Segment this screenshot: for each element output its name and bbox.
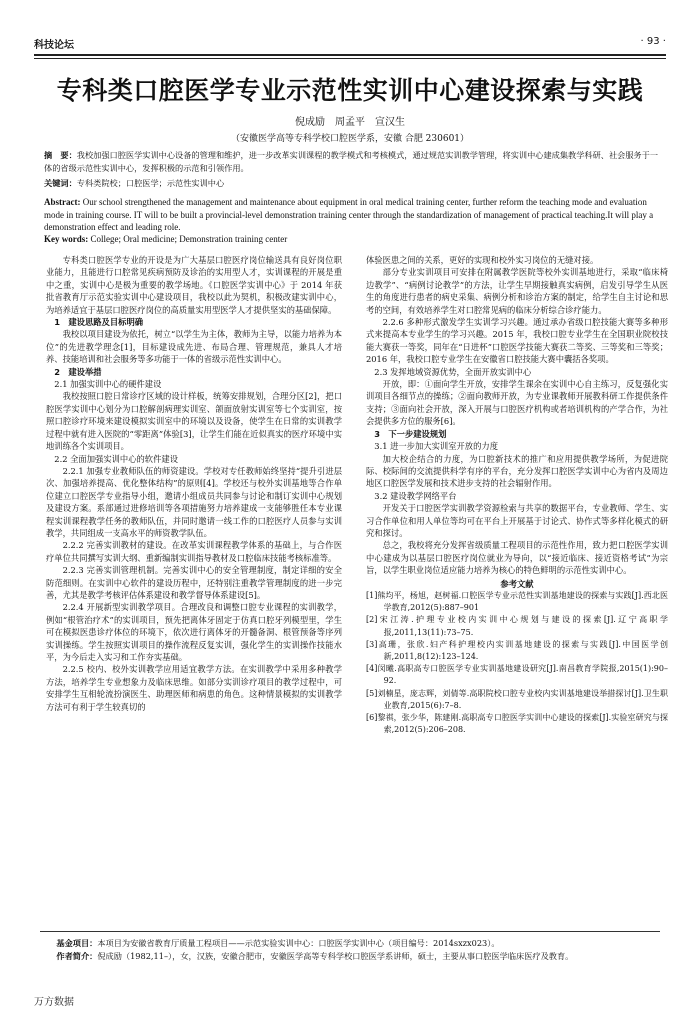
paragraph: 专科类口腔医学专业的开设是为广大基层口腔医疗岗位输送具有良好岗位职业能力，且能进行口腔常见疾病预防及诊治的实用型人才，实训课程的开展是重中之重，实训中心是极为重要的教学场地。《口腔医学实训中心》于 2014 年获批省教育厅示范实验实训中心建设项目，我校以此为契机，积极改建实训中心，为培养适宜于基层口腔医疗岗位的高质量实用型医学人才提供坚实的基础保障。 — [46, 255, 342, 315]
header-rule-thin — [34, 58, 666, 59]
paragraph: 2.2.1 加强专业教师队伍的师资建设。学校对专任教师始终坚持“提升引进层次、加强培养提高、优化整体结构”的原则[4]。学校还与校外实训基地等合作单位建立口腔医学专业指导小组，邀请小组成员共同参与讨论和制订实训中心规划及建设方案。系部通过进修培训等各项措施努力培养建成一支能够胜任本专业课程实训课程教学任务的教师队伍，并同时邀请一线工作的口腔医疗人员参与实训教学，共同组成一支高水平的师资教学队伍。 — [46, 465, 342, 538]
author-bio-text: 倪成励（1982,11–），女，汉族，安徽合肥市，安徽医学高等专科学校口腔医学系讲师，硕士，主要从事口腔医学临床医疗及教育。 — [97, 951, 574, 961]
keywords-zh-label: 关键词： — [44, 178, 77, 188]
subsection-heading: 3.2 建设教学网络平台 — [374, 490, 457, 501]
abstract-zh-label: 摘 要： — [44, 150, 77, 160]
footnote-rule — [40, 931, 660, 932]
abstract-zh — [44, 149, 664, 174]
reference-item: [4]闵曦.高职高专口腔医学专业实训基地建设研究[J].南昌教育学院报,2015(1):90–92. — [366, 664, 668, 686]
paragraph: 加大校企结合的力度，为口腔新技术的推广和应用提供教学场所，为促进院际、校际间的交流提供科学有序的平台，充分发挥口腔医学实训中心为省内及周边地区口腔医学发展和技术进步支持的社会辐射作用。 — [366, 453, 668, 489]
fund-label: 基金项目： — [56, 938, 98, 948]
abstract-en-text: Our school strengthened the management and maintenance about equipment in oral medical training center, further reform the teaching mode and evaluation mode in training course. IT will to be built a provincial-level demonstration training center through the standardization of management of practical teaching.It will play a demonstration effect and leading role. — [44, 197, 654, 232]
abstract-en — [44, 196, 664, 234]
section-heading: 2 建设举措 — [54, 366, 102, 377]
section-heading: 3 下一步建设规划 — [374, 428, 447, 439]
keywords-en-text: College; Oral medicine; Demonstration training center — [88, 234, 288, 244]
body-column-left — [46, 254, 342, 713]
keywords-zh — [44, 177, 664, 190]
section-name: 科技论坛 — [34, 40, 74, 51]
subsection-heading: 3.1 进一步加大实训室开放的力度 — [374, 441, 498, 452]
paragraph: 2.2.2 完善实训教材的建设。在改革实训课程教学体系的基础上，与合作医疗单位共同撰写实训大纲、重新编制实训指导教材及口腔临床技能考核标准等。 — [46, 540, 342, 563]
header-rule — [34, 54, 666, 56]
reference-item: [6]黎祺，张少华，陈建刚.高职高专口腔医学实训中心建设的探索[J].实验室研究与探索,2012(5):206–208. — [366, 713, 668, 735]
author-bio — [40, 950, 664, 963]
paragraph: 2.2.5 校内、校外实训教学应用适宜教学方法。在实训教学中采用多种教学方法，培养学生专业想象力及临床思维。如部分实训诊疗项目的教学过程中，可安排学生互相轮流扮演医生、助理医师和病患的角色。这种情景模拟的实训教学方法可有利于学生较真切的 — [46, 664, 342, 712]
keywords-en-label: Key words: — [44, 234, 89, 244]
author-bio-label: 作者简介： — [56, 951, 98, 961]
references-heading: 参考文献 — [500, 578, 534, 589]
paragraph: 2.2.4 开展新型实训教学项目。合理改良和调整口腔专业课程的实训教学，例如“根管治疗术”的实训项目，预先把离体牙固定于仿真口腔牙列模型里，学生可在模拟医患诊疗体位的环境下，依次进行离体牙的开髓备洞、根管预备等序列实训操练。学生按照实训项目的操作流程反复实训，强化学生的实训操作技能水平，为今后走入实习和工作夯实基础。 — [46, 602, 342, 662]
keywords-zh-text: 专科类院校；口腔医学；示范性实训中心 — [76, 178, 225, 188]
reference-item: [5]刘楠星，庞志辉，刘倩等.高职院校口腔专业校内实训基地建设举措探讨[J].卫生职业教育,2015(6):7–8. — [366, 688, 668, 710]
footer-brand: 万方数据 — [34, 997, 74, 1008]
abstract-en-label: Abstract: — [44, 197, 81, 207]
footnote — [40, 937, 664, 963]
paragraph: 2.2.6 多种形式激发学生实训学习兴趣。通过承办省级口腔技能大赛等多种形式来提高本专业学生的学习兴趣。2015 年，我校口腔专业学生在全国职业院校技能大赛获一等奖，同年在“日进杯”口腔医学技能大赛获二等奖、三等奖和三等奖；2016 年，我校口腔专业学生在安徽省口腔技能大赛中囊括各奖项。 — [366, 317, 668, 365]
section-heading: 1 建设思路及目标明确 — [54, 317, 144, 328]
reference-item: [3]高珊，张欣.妇产科护理校内实训基地建设的探索与实践[J].中国医学创新,2011,8(12):123–124. — [366, 639, 668, 661]
paragraph: 2.2.3 完善实训管理机制。完善实训中心的安全管理制度，制定详细的安全防范细则。在实训中心软件的建设历程中，还特别注重教学管理制度的进一步完善，尤其是教学考核评估体系建设和教学督导体系建设[5]。 — [46, 565, 342, 600]
article-title: 专科类口腔医学专业示范性实训中心建设探索与实践 — [56, 76, 644, 105]
keywords-en — [44, 233, 664, 246]
body-column-right — [366, 254, 668, 736]
paragraph: 开放，即：①面向学生开放，安排学生课余在实训中心自主练习，反复强化实训项目各细节点的操练；②面向教师开放，为专业课教师开展教科研工作提供条件支持；③面向社会开放，深入开展与口腔医疗机构或者培训机构的产学合作，为社会提供多方位的服务[6]。 — [366, 379, 668, 427]
subsection-heading: 2.3 发挥地域资源优势，全面开放实训中心 — [374, 366, 532, 377]
paragraph: 体验医患之间的关系，更好的实现和校外实习岗位的无缝对接。 — [366, 255, 599, 265]
author-list: 倪成励 周孟平 宣汉生 — [295, 117, 405, 128]
paragraph: 我校以项目建设为依托，树立“以学生为主体，教师为主导，以能力培养为本位”的先进教学理念[1]，目标建设成先进、布局合理、管理规范，兼具人才培养、技能培训和社会服务等多功能于一体的省级示范性实训中心。 — [46, 329, 342, 365]
fund-note — [40, 937, 664, 950]
paragraph: 开发关于口腔医学实训教学资源检索与共享的数据平台，专业教师、学生、实习合作单位和用人单位等均可在平台上开展基于讨论式、协作式等多样化模式的研究和探讨。 — [366, 503, 668, 538]
paragraph: 我校按照口腔日常诊疗区域的设计样板，统筹安排规划，合理分区[2]，把口腔医学实训中心划分为口腔解剖病理实训室、颌面放射实训室等七个实训室，按照口腔诊疗环境来建设模拟实训室中的环境以及设备，使学生在日常的实训教学过程中就有进入医院的“零距离”体验[3]，让学生们能在近似真实的医疗环境中实地训练各个实训项目。 — [46, 391, 342, 452]
fund-text: 本项目为安徽省教育厅质量工程项目——示范实验实训中心：口腔医学实训中心（项目编号：2014sxzx023）。 — [97, 938, 500, 948]
paragraph: 总之，我校将充分发挥省级质量工程项目的示范性作用，致力把口腔医学实训中心建成为以基层口腔医疗岗位就业为导向，以“接近临床、接近资格考试”为宗旨，以学生职业岗位适应能力培养为核心的特色鲜明的示范性实训中心。 — [366, 540, 668, 576]
subsection-heading: 2.2 全面加强实训中心的软件建设 — [54, 453, 178, 464]
affiliation: （安徽医学高等专科学校口腔医学系，安徽 合肥 230601） — [230, 134, 470, 144]
running-header — [34, 34, 666, 52]
paragraph: 部分专业实训项目可安排在附属教学医院等校外实训基地进行，采取“临床椅边教学”、“病例讨论教学”的方法，让学生早期接触真实病例，启发引导学生从医生的角度进行患者的病史采集、病例分析和诊治方案的制定，给学生自主讨论和思考的空间，有效培养学生对口腔常见病的临床分析综合诊疗能力。 — [366, 267, 668, 315]
reference-item: [1]熊均平，杨旭，赵树福.口腔医学专业示范性实训基地建设的探索与实践[J].西北医学教育,2012(5):887–901 — [366, 590, 668, 613]
page-number: · 93 · — [640, 36, 666, 47]
subsection-heading: 2.1 加强实训中心的硬件建设 — [54, 379, 162, 390]
abstract-zh-text: 我校加强口腔医学实训中心设备的管理和维护，进一步改革实训课程的教学模式和考核模式，通过规范实训教学管理，将实训中心建成集教学科研、社会服务于一体的省级示范性实训中心，发挥积极的示范和引领作用。 — [44, 150, 659, 173]
reference-item: [2]宋江涛.护理专业校内实训中心规划与建设的探索[J].辽宁高职学报,2011,13(11):73–75. — [366, 615, 668, 637]
